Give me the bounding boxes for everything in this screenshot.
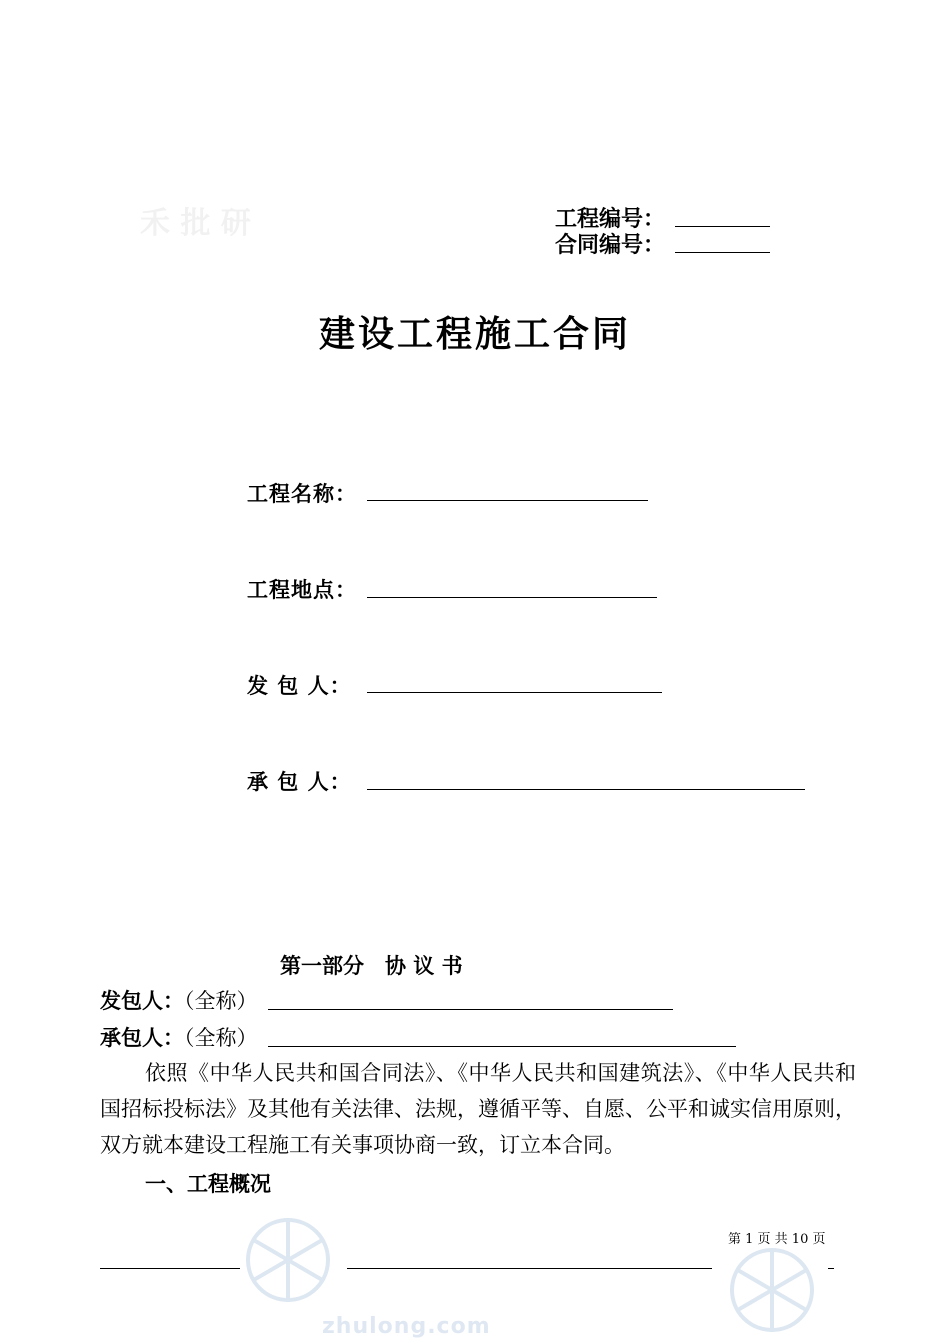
contract-number-label: 合同编号： — [555, 233, 666, 258]
project-number-field — [675, 226, 770, 227]
project-name-field — [367, 500, 648, 501]
footer-line-right — [828, 1268, 834, 1269]
footer-line-middle — [347, 1268, 712, 1269]
project-name-label: 工程名称： — [247, 481, 357, 506]
project-location-label: 工程地点： — [247, 577, 357, 602]
contract-number-field — [675, 252, 770, 253]
project-number-label: 工程编号： — [555, 207, 666, 232]
agreement-employer-field — [268, 1009, 673, 1010]
agreement-employer-label: 发包人： — [100, 988, 184, 1013]
agreement-contractor-row — [100, 1022, 258, 1052]
agreement-employer-row — [100, 985, 258, 1015]
watermark-snowflake-right — [722, 1240, 822, 1340]
watermark-text: zhulong.com — [322, 1314, 491, 1339]
faint-logo: 禾 批 研 — [140, 206, 251, 241]
footer-page-info: 第 1 页 共 10 页 — [728, 1232, 826, 1247]
employer-field — [367, 692, 662, 693]
watermark-snowflake-left — [238, 1210, 338, 1310]
agreement-employer-hint: （全称） — [184, 989, 258, 1013]
agreement-contractor-hint: （全称） — [184, 1026, 258, 1050]
agreement-paragraph: 依照《中华人民共和国合同法》、《中华人民共和国建筑法》、《中华人民共和国招标投标法》及其他有关法律、法规，遵循平等、自愿、公平和诚实信用原则，双方就本建设工程施工有关事项协商一致，订立本合同。 — [100, 1061, 856, 1157]
project-location-field — [367, 597, 657, 598]
footer-line-left — [100, 1268, 240, 1269]
contractor-field — [367, 789, 805, 790]
agreement-contractor-field — [268, 1046, 736, 1047]
section-one-title: 一、工程概况 — [145, 1171, 271, 1196]
contractor-label: 承 包 人： — [247, 769, 352, 794]
agreement-heading: 第一部分 协 议 书 — [280, 953, 463, 978]
agreement-contractor-label: 承包人： — [100, 1025, 184, 1050]
document-title: 建设工程施工合同 — [318, 313, 631, 355]
employer-label: 发 包 人： — [247, 673, 352, 698]
